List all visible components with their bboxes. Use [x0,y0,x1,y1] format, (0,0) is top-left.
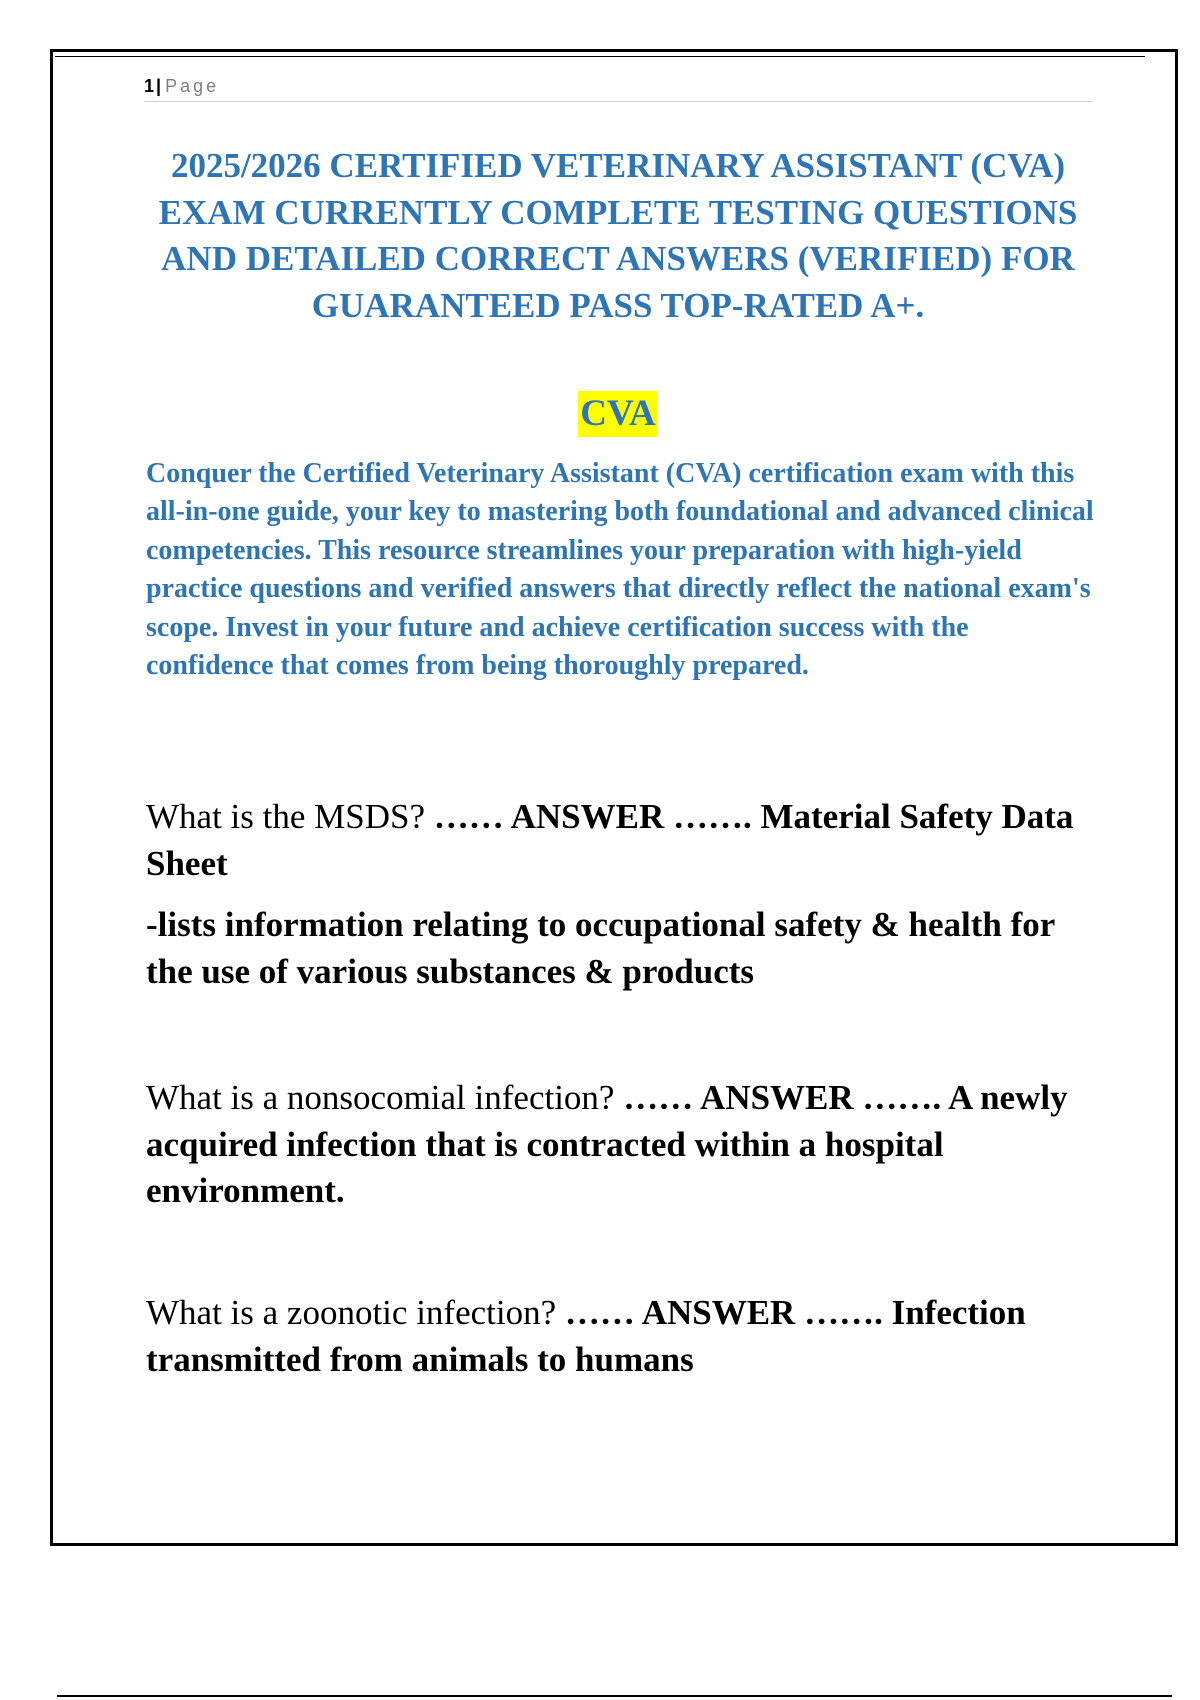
answer-text: Infection transmitted from animals to humans [146,1293,1026,1379]
answer-marker: …… ANSWER ……. [556,1293,892,1332]
question-text: What is a nonsocomial infection? [146,1078,615,1117]
page-number: 1 [144,76,155,96]
cva-highlight-badge: CVA [578,391,657,437]
qa-item-zoonotic [146,1290,1091,1383]
bottom-rule [57,1695,1172,1697]
page-header [144,73,1092,102]
page-label: Page [165,76,220,96]
answer-marker: …… ANSWER ……. [425,797,761,836]
question-text: What is a zoonotic infection? [146,1293,557,1332]
badge-container [144,391,1092,437]
qa-item-nosocomial [146,1075,1091,1215]
answer-detail: -lists information relating to occupational safety & health for the use of various substances & products [146,905,1055,991]
document-title: 2025/2026 CERTIFIED VETERINARY ASSISTANT (CVA) EXAM CURRENTLY COMPLETE TESTING QUESTIONS AND DETAILED CORRECT ANSWERS (VERIFIED) FOR GUARANTEED PASS TOP-RATED A+. [158,146,1078,325]
answer-text: A newly acquired infection that is contracted within a hospital environment. [146,1078,1068,1210]
intro-paragraph: Conquer the Certified Veterinary Assistant (CVA) certification exam with this all-in-one guide, your key to mastering both foundational and advanced clinical competencies. This resource streamlines your preparation with high-yield practice questions and verified answers that directly reflect the national exam's scope. Invest in your future and achieve certification success with the confidence that comes from being thoroughly prepared. [146,458,1094,682]
question-text: What is the MSDS? [146,797,426,836]
page-number-separator: | [156,76,162,96]
qa-item-msds [146,794,1091,995]
answer-text: Material Safety Data Sheet [146,797,1074,883]
answer-marker: …… ANSWER ……. [614,1078,948,1117]
top-rule [55,56,1145,57]
